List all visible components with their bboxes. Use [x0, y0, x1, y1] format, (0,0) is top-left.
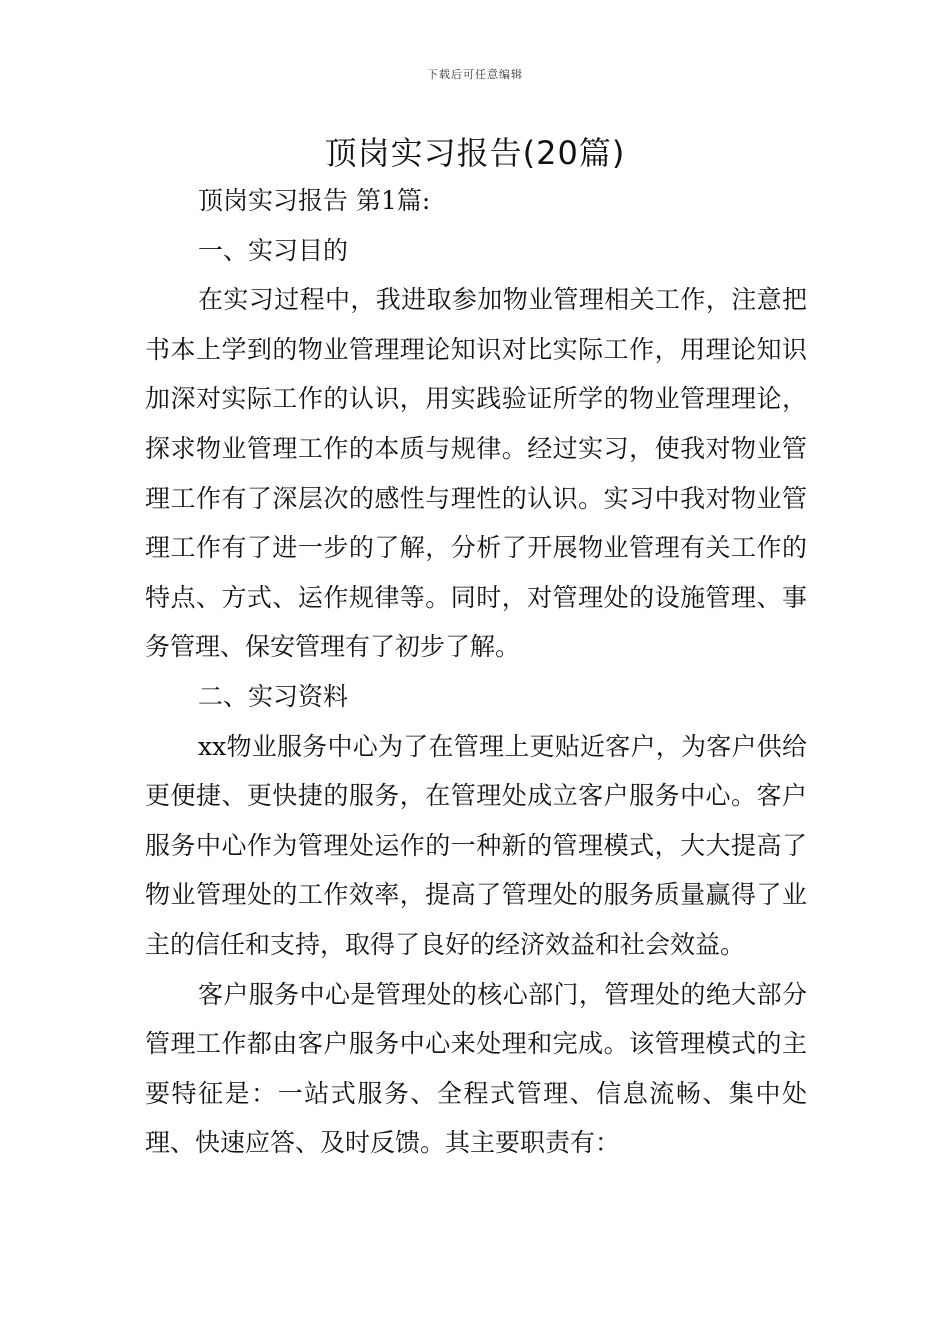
section-heading-materials: 二、实习资料	[198, 681, 349, 711]
paragraph-purpose: 在实习过程中，我进取参加物业管理相关工作，注意把书本上学到的物业管理理论知识对比实际工作，用理论知识加深对实际工作的认识，用实践验证所学的物业管理理论，探求物业管理工作的本质与规律。经过实习，使我对物业管理工作有了深层次的感性与理性的认识。实习中我对物业管理工作有了进一步的了解，分析了开展物业管理有关工作的特点、方式、运作规律等。同时，对管理处的设施管理、事务管理、保安管理有了初步了解。	[145, 285, 807, 662]
header-note: 下载后可任意编辑	[427, 68, 523, 81]
paragraph-service-center: xx物业服务中心为了在管理上更贴近客户，为客户供给更便捷、更快捷的服务，在管理处成立客户服务中心。客户服务中心作为管理处运作的一种新的管理模式，大大提高了物业管理处的工作效率，提高了管理处的服务质量赢得了业主的信任和支持，取得了良好的经济效益和社会效益。	[145, 731, 807, 959]
document-title: 顶岗实习报告(20篇)	[324, 134, 626, 172]
paragraph-core-department: 客户服务中心是管理处的核心部门，管理处的绝大部分管理工作都由客户服务中心来处理和完成。该管理模式的主要特征是：一站式服务、全程式管理、信息流畅、集中处理、快速应答、及时反馈。其主要职责有：	[145, 979, 807, 1158]
section-heading-purpose: 一、实习目的	[198, 235, 349, 265]
document-body	[145, 176, 807, 1168]
report-subtitle: 顶岗实习报告 第1篇:	[198, 186, 431, 215]
